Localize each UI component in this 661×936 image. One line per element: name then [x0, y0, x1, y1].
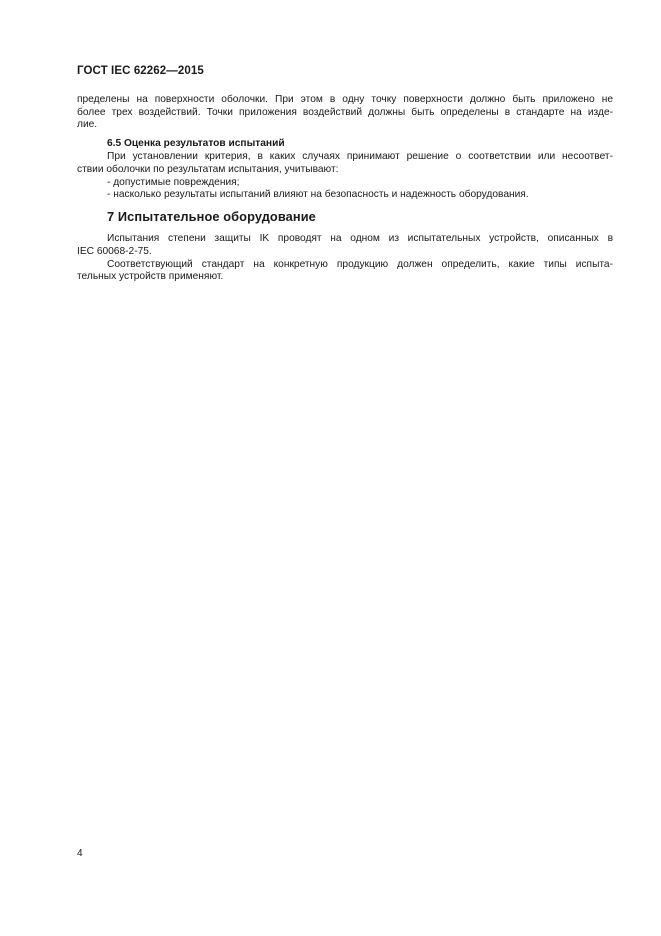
paragraph-line: Соответствующий стандарт на конкретную продукцию должен определить, какие типы испыта- [107, 258, 613, 270]
subsection-6-5-intro [77, 151, 613, 176]
page-number: 4 [77, 848, 83, 859]
section-7-paragraph-1 [77, 233, 613, 258]
continuation-paragraph [77, 94, 613, 132]
paragraph-line: тельных устройств применяют. [77, 271, 224, 283]
paragraph-line: лие. [77, 119, 98, 131]
list-item: - допустимые повреждения; [107, 176, 240, 188]
subsection-heading-6-5: 6.5 Оценка результатов испытаний [107, 137, 285, 149]
criteria-list [77, 177, 613, 202]
paragraph-line: IEC 60068-2-75. [77, 245, 152, 257]
document-header-id: ГОСТ IEC 62262—2015 [77, 65, 204, 77]
section-heading-7: 7 Испытательное оборудование [107, 208, 316, 224]
page-content [77, 94, 613, 284]
paragraph-line: пределены на поверхности оболочки. При этом в одну точку поверхности должно быть приложено не [77, 94, 613, 105]
list-item: - насколько результаты испытаний влияют на безопасность и надежность оборудования. [107, 189, 529, 201]
paragraph-line: Испытания степени защиты IK проводят на одном из испытательных устройств, описанных в [107, 233, 613, 245]
section-7-paragraph-2 [77, 259, 613, 284]
paragraph-line: При установлении критерия, в каких случаях принимают решение о соответствии или несоответ- [107, 151, 613, 163]
paragraph-line: ствии оболочки по результатам испытания, учитывают: [77, 163, 339, 175]
paragraph-line: более трех воздействий. Точки приложения воздействий должны быть определены в стандарте на изде- [77, 106, 613, 118]
